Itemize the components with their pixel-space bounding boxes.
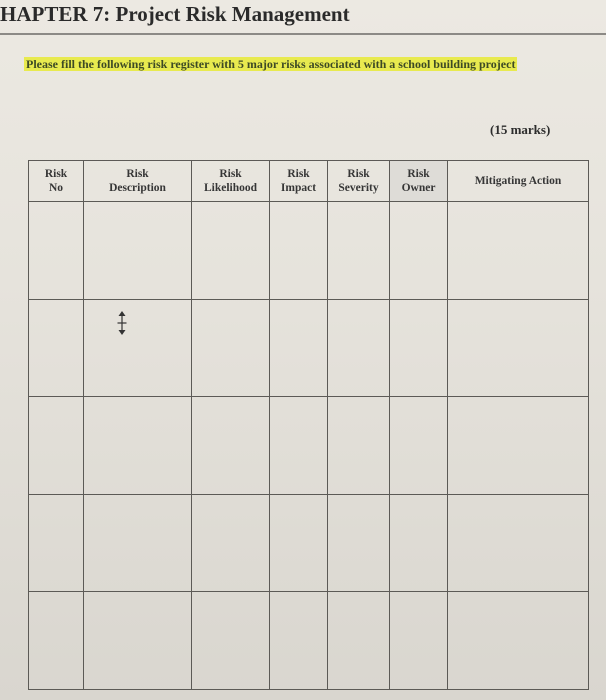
- table-cell[interactable]: [448, 202, 589, 300]
- table-cell[interactable]: [390, 397, 448, 495]
- table-cell[interactable]: [29, 592, 84, 690]
- table-cell[interactable]: [192, 397, 270, 495]
- table-cell[interactable]: [448, 592, 589, 690]
- marks-label: (15 marks): [490, 122, 551, 137]
- chapter-title: HAPTER 7: Project Risk Management: [0, 2, 350, 26]
- table-cell[interactable]: [29, 494, 84, 592]
- table-cell[interactable]: [270, 592, 328, 690]
- header-risk-impact: [270, 161, 328, 202]
- header-risk-severity-line2: Severity: [338, 182, 379, 194]
- header-mitigating-action: [448, 161, 589, 202]
- table-cell[interactable]: [84, 202, 192, 300]
- table-cell[interactable]: [29, 299, 84, 397]
- table-cell[interactable]: [270, 299, 328, 397]
- table-cell[interactable]: [192, 494, 270, 592]
- table-cell[interactable]: [84, 397, 192, 495]
- table-row: [29, 299, 589, 397]
- table-row: [29, 202, 589, 300]
- header-risk-impact-line2: Impact: [280, 182, 317, 194]
- risk-register-table: [28, 160, 589, 690]
- table-cell[interactable]: [192, 202, 270, 300]
- header-risk-likelihood-line2: Likelihood: [203, 182, 258, 194]
- table-cell[interactable]: [192, 592, 270, 690]
- table-cell[interactable]: [448, 494, 589, 592]
- table-cell-with-cursor[interactable]: [84, 299, 192, 397]
- header-risk-owner: [390, 161, 448, 202]
- table-cell[interactable]: [448, 299, 589, 397]
- table-cell[interactable]: [270, 397, 328, 495]
- table-cell[interactable]: [390, 592, 448, 690]
- table-cell[interactable]: [390, 202, 448, 300]
- table-cell[interactable]: [390, 494, 448, 592]
- table-row: [29, 397, 589, 495]
- table-cell[interactable]: [29, 397, 84, 495]
- table-cell[interactable]: [270, 494, 328, 592]
- table-cell[interactable]: [328, 592, 390, 690]
- header-risk-no-line2: No: [48, 182, 64, 194]
- header-mitigating-action-label: Mitigating Action: [474, 175, 562, 187]
- header-risk-no-line1: Risk: [44, 168, 68, 180]
- table-row: [29, 592, 589, 690]
- table-cell[interactable]: [390, 299, 448, 397]
- table-cell[interactable]: [84, 494, 192, 592]
- header-risk-impact-line1: Risk: [287, 168, 310, 180]
- header-risk-description-line1: Risk: [126, 168, 149, 180]
- title-underline: [0, 33, 606, 35]
- text-insertion-cursor-icon: [116, 310, 128, 336]
- header-risk-severity: [328, 161, 390, 202]
- instruction-text: [24, 56, 564, 73]
- table-cell[interactable]: [328, 494, 390, 592]
- header-risk-no: [29, 161, 84, 202]
- table-cell[interactable]: [84, 592, 192, 690]
- table-cell[interactable]: [448, 397, 589, 495]
- instruction-highlight: Please fill the following risk register with 5 major risks associated with a school building project: [26, 57, 516, 71]
- header-risk-likelihood: [192, 161, 270, 202]
- header-risk-description: [84, 161, 192, 202]
- table-cell[interactable]: [270, 202, 328, 300]
- table-cell[interactable]: [328, 397, 390, 495]
- table-cell[interactable]: [29, 202, 84, 300]
- table-cell[interactable]: [192, 299, 270, 397]
- header-risk-likelihood-line1: Risk: [219, 168, 242, 180]
- table-cell[interactable]: [328, 202, 390, 300]
- table-row: [29, 494, 589, 592]
- header-risk-description-line2: Description: [109, 182, 166, 194]
- header-risk-owner-line1: Risk: [407, 168, 430, 180]
- table-cell[interactable]: [328, 299, 390, 397]
- header-row: [29, 161, 589, 202]
- header-risk-severity-line1: Risk: [347, 168, 370, 180]
- header-risk-owner-line2: Owner: [401, 182, 436, 194]
